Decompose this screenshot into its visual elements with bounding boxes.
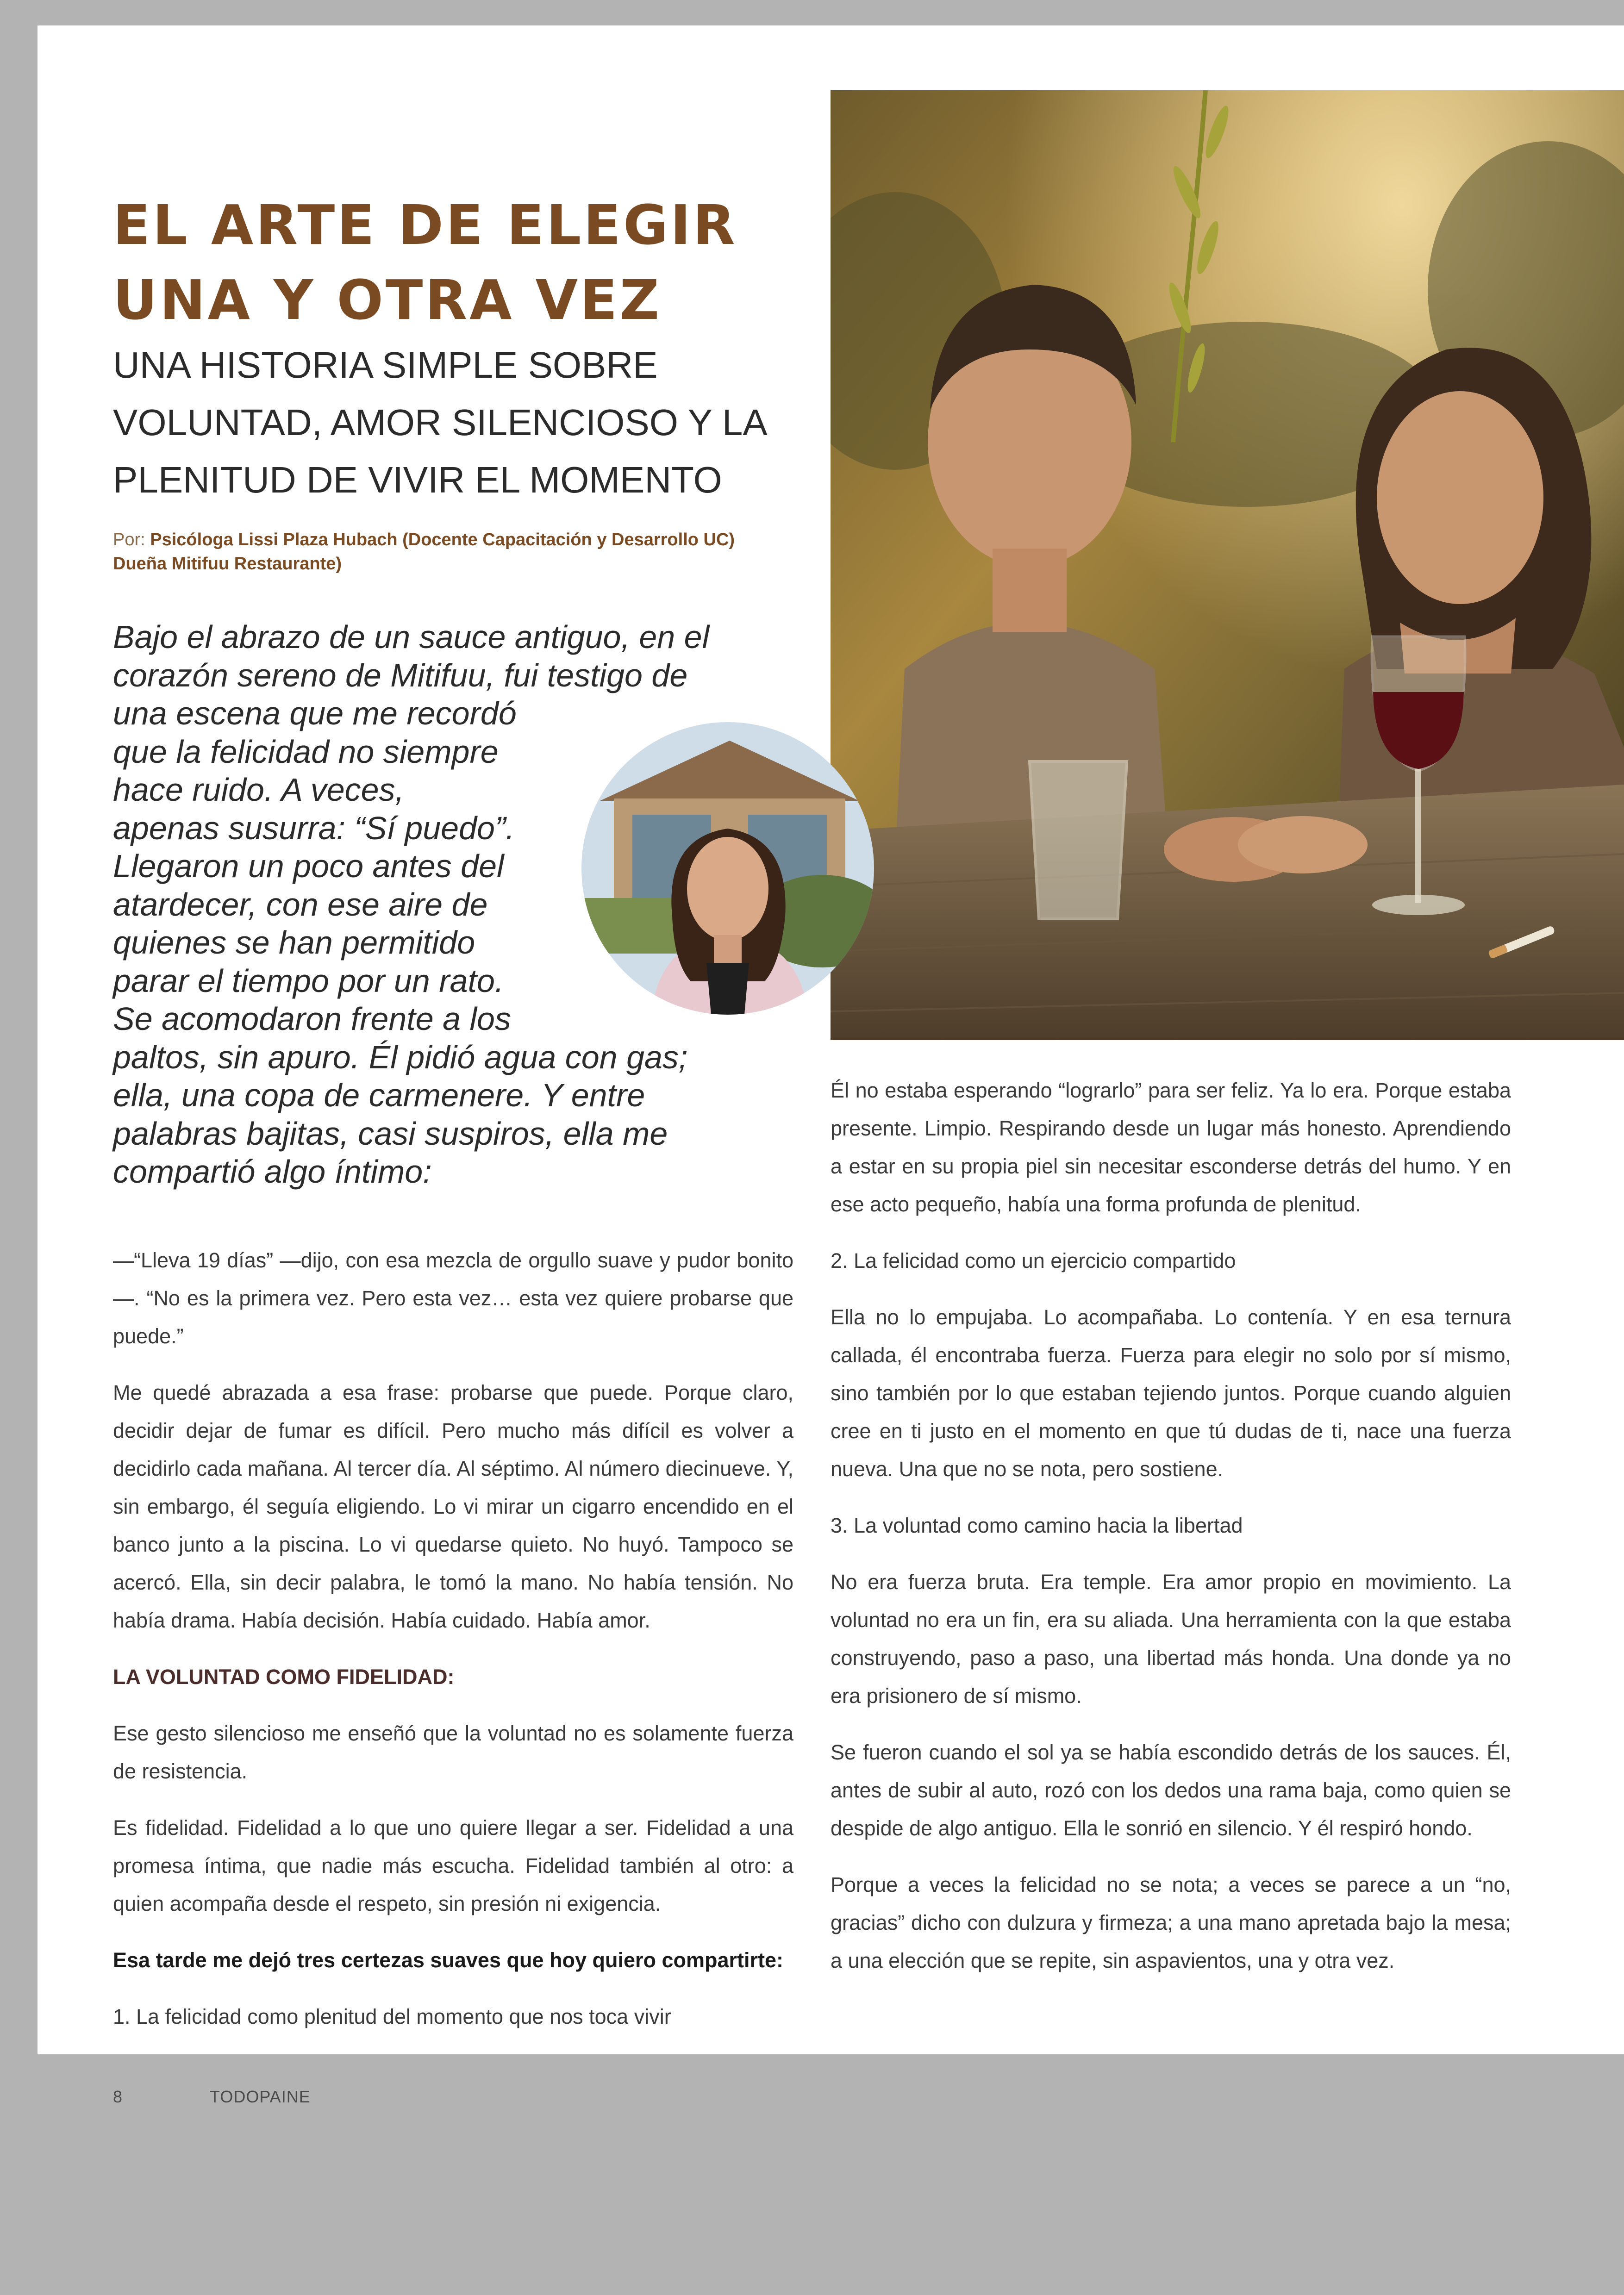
- lead-line: parar el tiempo por un rato.: [113, 962, 504, 999]
- body-paragraph: Es fidelidad. Fidelidad a lo que uno quiere llegar a ser. Fidelidad a una promesa íntima, que nadie más escucha. Fidelidad también al otro: a quien acompaña desde el respeto, sin presión ni exigencia.: [113, 1816, 793, 1915]
- lead-line: corazón sereno de Mitifuu, fui testigo de: [113, 657, 688, 693]
- body-paragraph: Él no estaba esperando “lograrlo” para ser feliz. Ya lo era. Porque estaba presente. Limpio. Respirando desde un lugar más honesto. Aprendiendo a estar en su propia piel sin necesitar esconderse detrás del humo. Y en ese acto pequeño, había una forma profunda de plenitud.: [831, 1079, 1511, 1216]
- lead-line: hace ruido. A veces,: [113, 772, 405, 808]
- body-paragraph: Porque a veces la felicidad no se nota; a veces se parece a un “no, gracias” dicho con dulzura y firmeza; a una mano apretada bajo la mesa; a una elección que se repite, sin aspavientos, una y otra vez.: [831, 1873, 1511, 1972]
- body-paragraph: Ella no lo empujaba. Lo acompañaba. Lo contenía. Y en esa ternura callada, él encontraba fuerza. Fuerza para elegir no solo por sí mismo, sino también por lo que estaban tejiendo juntos. Porque cuando alguien cree en ti justo en el momento en que tú dudas de ti, nace una fuerza nueva. Una que no se nota, pero sostiene.: [831, 1305, 1511, 1481]
- lead-line: paltos, sin apuro. Él pidió agua con gas;: [113, 1039, 688, 1075]
- author-byline: [113, 528, 807, 576]
- lead-line: ella, una copa de carmenere. Y entre: [113, 1077, 645, 1113]
- lead-line: que la felicidad no siempre: [113, 733, 499, 770]
- lead-line: quienes se han permitido: [113, 924, 475, 960]
- title-line: UNA Y OTRA VEZ: [113, 268, 662, 332]
- byline-author-cont: Dueña Mitifuu Restaurante): [113, 554, 342, 574]
- body-paragraph: No era fuerza bruta. Era temple. Era amor propio en movimiento. La voluntad no era un fin, era su aliada. Una herramienta con la que estaba construyendo, paso a paso, una libertad más honda. Una donde ya no era prisionero de sí mismo.: [831, 1570, 1511, 1708]
- section-heading: LA VOLUNTAD COMO FIDELIDAD:: [113, 1665, 455, 1689]
- lead-line: Llegaron un poco antes del: [113, 848, 504, 884]
- subtitle-line: VOLUNTAD, AMOR SILENCIOSO Y LA: [113, 402, 768, 443]
- lead-line: Bajo el abrazo de un sauce antiguo, en el: [113, 619, 710, 655]
- body-column-right: [831, 1072, 1511, 1998]
- lead-line: apenas susurra: “Sí puedo”.: [113, 810, 515, 846]
- body-paragraph: —“Lleva 19 días” —dijo, con esa mezcla de orgullo suave y pudor bonito—. “No es la primera vez. Pero esta vez… esta vez quiere probarse que puede.”: [113, 1248, 793, 1348]
- body-paragraph: Ese gesto silencioso me enseñó que la voluntad no es solamente fuerza de resistencia.: [113, 1721, 793, 1783]
- numbered-point: 3. La voluntad como camino hacia la libertad: [831, 1514, 1243, 1537]
- title-line: EL ARTE DE ELEGIR: [113, 193, 737, 257]
- byline-label: Por:: [113, 530, 145, 549]
- lead-line: compartió algo íntimo:: [113, 1154, 432, 1190]
- lead-line: atardecer, con ese aire de: [113, 886, 488, 923]
- lead-line: Se acomodaron frente a los: [113, 1001, 511, 1037]
- lead-line: palabras bajitas, casi suspiros, ella me: [113, 1115, 668, 1152]
- bold-statement: Esa tarde me dejó tres certezas suaves que hoy quiero compartirte:: [113, 1948, 784, 1972]
- author-portrait: [581, 722, 874, 1015]
- subtitle-line: UNA HISTORIA SIMPLE SOBRE: [113, 344, 658, 386]
- numbered-point: 2. La felicidad como un ejercicio compartido: [831, 1249, 1236, 1272]
- magazine-name: TODOPAINE: [210, 2087, 311, 2106]
- body-paragraph: Me quedé abrazada a esa frase: probarse que puede. Porque claro, decidir dejar de fumar es difícil. Pero mucho más difícil es volver a decidirlo cada mañana. Al tercer día. Al séptimo. Al número diecinueve. Y, sin embargo, él seguía eligiendo. Lo vi mirar un cigarro encendido en el banco junto a la piscina. Lo vi quedarse quieto. No huyó. Tampoco se acercó. Ella, sin decir palabra, le tomó la mano. No había tensión. No había drama. Había decisión. Había cuidado. Había amor.: [113, 1381, 793, 1632]
- article-title: [113, 187, 807, 337]
- byline-author: Psicóloga Lissi Plaza Hubach (Docente Capacitación y Desarrollo UC): [150, 530, 735, 549]
- page-number: 8: [113, 2087, 123, 2106]
- lead-line: una escena que me recordó: [113, 695, 517, 731]
- body-paragraph: Se fueron cuando el sol ya se había escondido detrás de los sauces. Él, antes de subir al auto, rozó con los dedos una rama baja, como quien se despide de algo antiguo. Ella le sonrió en silencio. Y él respiró hondo.: [831, 1740, 1511, 1840]
- subtitle-line: PLENITUD DE VIVIR EL MOMENTO: [113, 459, 722, 500]
- body-column-left: [113, 1241, 793, 2054]
- hero-photo: [831, 90, 1624, 1040]
- numbered-point: 1. La felicidad como plenitud del momento que nos toca vivir: [113, 2005, 671, 2028]
- article-subtitle: [113, 337, 854, 509]
